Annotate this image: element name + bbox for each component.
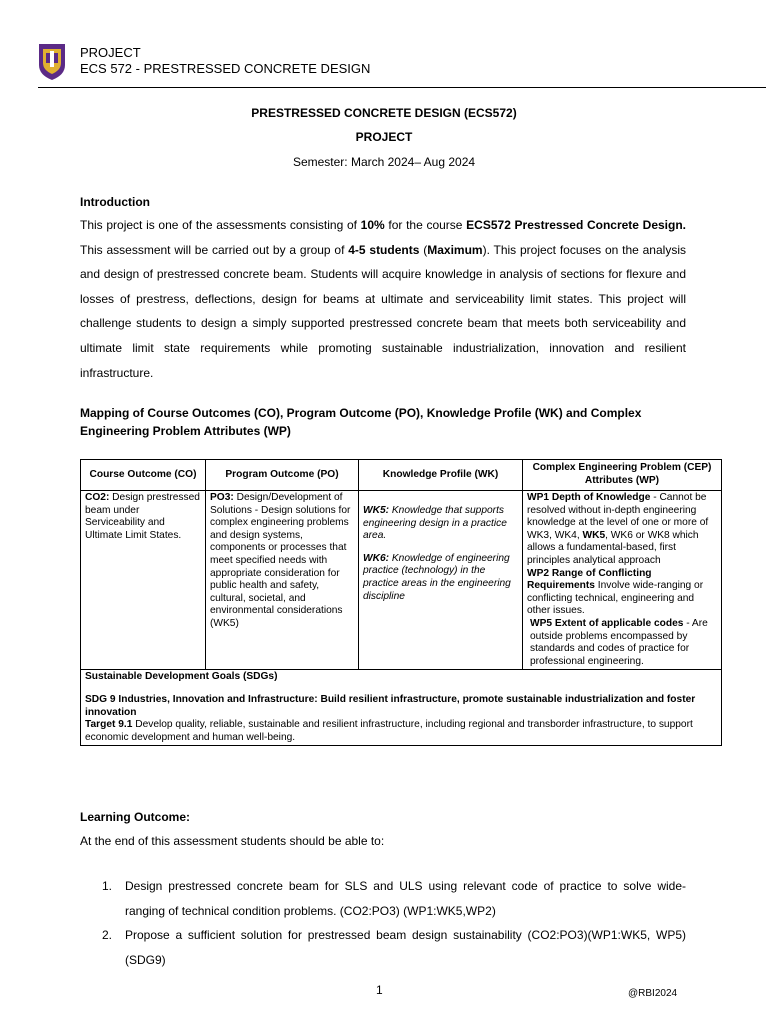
- wk5-entry: [363, 505, 518, 543]
- po-text: Design/Development of Solutions - Design solutions for complex engineering problems and design systems, components or processes that meet specified needs with appropriate consideration for public health and safety, cultural, societal, and environmental considerations (WK5): [210, 492, 351, 629]
- table-header-row: [81, 460, 722, 491]
- list-item-text: Design prestressed concrete beam for SLS and ULS using relevant code of practice to solve wide-ranging of technical condition problems. (CO2:PO3) (WP1:WK5,WP2): [125, 879, 686, 918]
- copyright-text: @RBI2024: [628, 988, 678, 999]
- semester-line: Semester: March 2024– Aug 2024: [292, 155, 476, 169]
- header-line-course: ECS 572 - PRESTRESSED CONCRETE DESIGN: [80, 61, 371, 76]
- list-item-text: Propose a sufficient solution for prestressed beam design sustainability (CO2:PO3)(WP1:WK5, WP5)(SDG9): [125, 928, 686, 967]
- wp1-entry: [527, 492, 717, 568]
- intro-bold: ECS572 Prestressed Concrete Design.: [466, 218, 687, 232]
- cell-cep-attributes: [523, 491, 722, 670]
- sdg9-statement: SDG 9 Industries, Innovation and Infrastructure: Build resilient infrastructure, promote sustainable industrialization and foster innovation: [85, 693, 696, 718]
- wk6-label: WK6:: [363, 552, 390, 564]
- document-title: PRESTRESSED CONCRETE DESIGN (ECS572): [251, 106, 517, 120]
- intro-text: ). This project focuses on the analysis and design of prestressed concrete beam. Students will acquire knowledge in analysis of sections for flexure and losses of prestress, deflections, design for beams at ultimate and serviceability limit states. This project will challenge students to design a simply supported prestressed concrete beam that meets both serviceability and ultimate limit state requirements while promoting sustainable industrialization, innovation and resilient infrastructure.: [80, 242, 686, 380]
- co-text: Design prestressed beam under Serviceability and Ultimate Limit States.: [85, 492, 200, 541]
- mapping-heading: Mapping of Course Outcomes (CO), Program Outcome (PO), Knowledge Profile (WK) and Complex Engineering Problem Attributes (WP): [80, 406, 642, 438]
- intro-text: for the course: [384, 218, 467, 232]
- cell-knowledge-profile: [359, 491, 523, 670]
- wk6-text: Knowledge of engineering practice (technology) in the practice areas in the engineering discipline: [363, 552, 511, 602]
- header-cep-attributes: Complex Engineering Problem (CEP) Attributes (WP): [523, 460, 722, 491]
- introduction-heading: Introduction: [80, 195, 150, 209]
- header-course-outcome: Course Outcome (CO): [81, 460, 206, 491]
- target-text: Develop quality, reliable, sustainable and resilient infrastructure, including regional and transborder infrastructure, to support economic development and human well-being.: [85, 719, 693, 743]
- learning-outcome-heading: Learning Outcome:: [80, 810, 191, 824]
- introduction-paragraph: [80, 213, 686, 385]
- wp5-entry: [527, 618, 717, 668]
- header-knowledge-profile: Knowledge Profile (WK): [359, 460, 523, 491]
- po-label: PO3:: [210, 492, 234, 503]
- cell-program-outcome: [206, 491, 359, 670]
- wp1-bold: WK5: [582, 529, 606, 541]
- intro-text: (: [419, 242, 428, 257]
- university-logo-icon: [38, 43, 66, 81]
- wp5-label: WP5 Extent of applicable codes: [530, 617, 684, 629]
- header-text: [80, 45, 370, 77]
- intro-bold: Maximum: [427, 242, 483, 257]
- intro-text: This project is one of the assessments consisting of: [80, 218, 361, 232]
- wk5-label: WK5:: [363, 505, 390, 516]
- intro-bold: 10%: [360, 218, 385, 232]
- wp2-entry: [527, 568, 717, 618]
- wp5-text: - Are outside problems encompassed by standards and codes of practice for professional engineering.: [530, 617, 708, 667]
- wp1-label: WP1 Depth of Knowledge: [527, 492, 651, 503]
- target-label: Target 9.1: [85, 719, 133, 731]
- list-item: [80, 874, 686, 923]
- learning-outcome-list: [80, 874, 686, 972]
- page-number: 1: [376, 983, 383, 997]
- cell-course-outcome: [81, 491, 206, 670]
- page-header: [38, 43, 766, 88]
- learning-outcome-intro: At the end of this assessment students should be able to:: [80, 834, 385, 848]
- wk5-text: Knowledge that supports engineering design in a practice area.: [363, 505, 507, 542]
- header-program-outcome: Program Outcome (PO): [206, 460, 359, 491]
- wp1-text: , WK6 or WK8 which allows a fundamental-based, first principles analytical approach: [527, 529, 699, 566]
- list-item: [80, 923, 686, 972]
- document-subtitle: PROJECT: [355, 130, 413, 144]
- sdg-row: [81, 670, 722, 746]
- list-item-number: 1.: [102, 879, 113, 893]
- wp2-text: Involve wide-ranging or conflicting technical, engineering and other issues.: [527, 580, 704, 617]
- cell-sdg: [81, 670, 722, 746]
- list-item-number: 2.: [102, 928, 113, 943]
- mapping-table: [80, 459, 722, 746]
- wk6-entry: [363, 553, 518, 603]
- table-row: [81, 491, 722, 670]
- sdg-heading: Sustainable Development Goals (SDGs): [85, 671, 278, 683]
- wp1-text: - Cannot be resolved without in-depth engineering knowledge at the level of one or more of WK3, WK4,: [527, 492, 709, 541]
- target-statement: [85, 719, 717, 744]
- intro-text: This assessment will be carried out by a group of: [80, 242, 349, 257]
- header-line-project: PROJECT: [80, 45, 141, 60]
- wp2-label: WP2 Range of Conflicting Requirements: [527, 567, 652, 592]
- intro-bold: 4-5 students: [348, 242, 420, 257]
- co-label: CO2:: [85, 492, 110, 503]
